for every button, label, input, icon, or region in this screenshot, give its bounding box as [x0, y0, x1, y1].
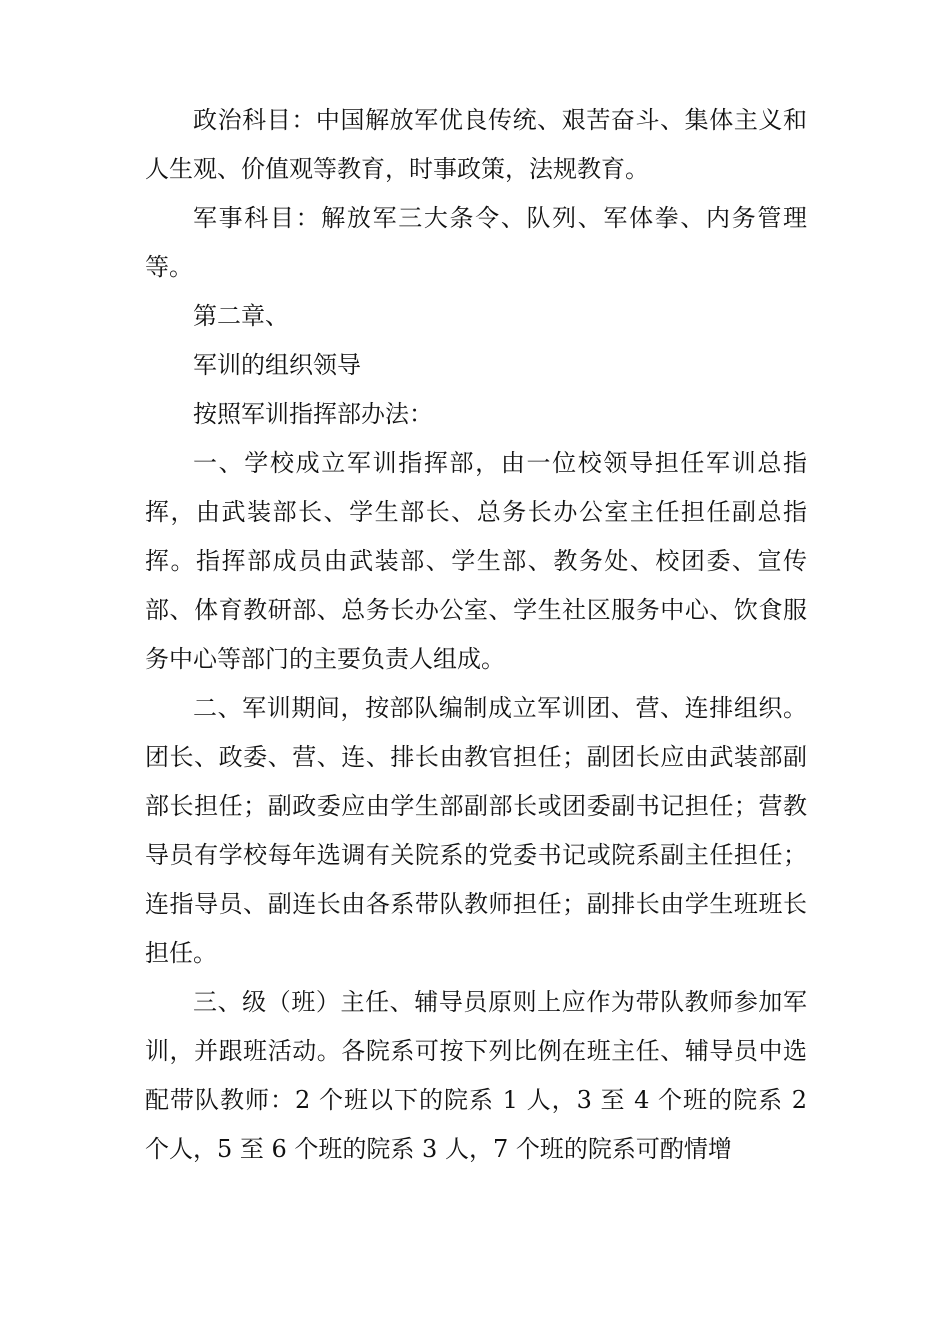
document-body: [145, 96, 807, 1174]
section-title: 军训的组织领导: [193, 351, 361, 379]
paragraph-military-subjects: 军事科目：解放军三大条令、队列、军体拳、内务管理等。: [145, 204, 807, 281]
chapter-heading: 第二章、: [193, 302, 289, 330]
paragraph-item-2: 二、军训期间，按部队编制成立军训团、营、连排组织。团长、政委、营、连、排长由教官担任；副团长应由武装部副部长担任；副政委应由学生部副部长或团委副书记担任；营教导员有学校每年选调有关院系的党委书记或院系副主任担任；连指导员、副连长由各系带队教师担任；副排长由学生班班长担任。: [145, 694, 807, 967]
paragraph-political-subjects: 政治科目：中国解放军优良传统、艰苦奋斗、集体主义和人生观、价值观等教育，时事政策，法规教育。: [145, 106, 807, 183]
paragraph-item-3: 三、级（班）主任、辅导员原则上应作为带队教师参加军训，并跟班活动。各院系可按下列比例在班主任、辅导员中选配带队教师：2 个班以下的院系 1 人，3 至 4 个班的院系 2 个人，5 至 6 个班的院系 3 人，7 个班的院系可酌情增: [145, 988, 807, 1163]
paragraph-intro: 按照军训指挥部办法：: [193, 400, 433, 428]
paragraph-item-1: 一、学校成立军训指挥部，由一位校领导担任军训总指挥，由武装部长、学生部长、总务长办公室主任担任副总指挥。指挥部成员由武装部、学生部、教务处、校团委、宣传部、体育教研部、总务长办公室、学生社区服务中心、饮食服务中心等部门的主要负责人组成。: [145, 449, 807, 673]
